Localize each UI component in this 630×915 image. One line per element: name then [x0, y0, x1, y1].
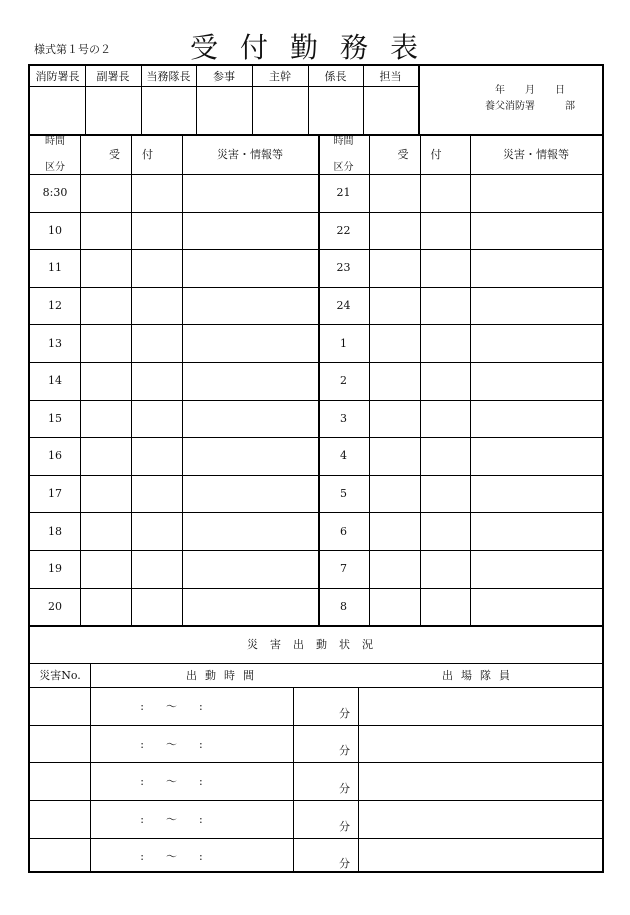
log-entry-cell[interactable]: [420, 512, 470, 550]
log-entry-cell[interactable]: [470, 588, 602, 626]
log-entry-cell[interactable]: [420, 287, 470, 325]
members-cell[interactable]: [358, 800, 602, 838]
log-entry-cell[interactable]: [80, 588, 131, 626]
log-entry-cell[interactable]: [182, 400, 318, 438]
dispatch-section-title: 災害出動状況: [247, 638, 385, 652]
log-entry-cell[interactable]: [369, 249, 420, 287]
left-reception-header: 受 付: [109, 148, 153, 161]
time-slot-left: 14: [48, 374, 62, 388]
log-entry-cell[interactable]: [131, 362, 182, 400]
time-slot-right: 1: [340, 336, 347, 350]
time-slot-right: 6: [340, 524, 347, 538]
log-entry-cell[interactable]: [420, 324, 470, 362]
log-entry-cell[interactable]: [131, 400, 182, 438]
duty-form: [28, 64, 604, 873]
log-entry-cell[interactable]: [80, 362, 131, 400]
time-slot-right: 22: [336, 223, 351, 237]
time-slot-right: 8: [340, 599, 347, 613]
log-entry-cell[interactable]: [470, 437, 602, 475]
log-entry-cell[interactable]: [131, 249, 182, 287]
time-slot-left: 12: [48, 299, 62, 313]
page-title: 受付勤務表: [190, 31, 441, 64]
log-entry-cell[interactable]: [131, 588, 182, 626]
division-label: 区分: [45, 161, 65, 173]
time-slot-left: 8:30: [42, 186, 68, 200]
disaster-no-cell[interactable]: [30, 725, 90, 763]
log-entry-cell[interactable]: [470, 400, 602, 438]
log-entry-cell[interactable]: [80, 249, 131, 287]
approval-stamp-box[interactable]: [30, 86, 85, 134]
time-slot-right: 2: [340, 374, 347, 388]
dispatch-time-cell[interactable]: : 〜 :: [140, 850, 203, 864]
left-time-header: [30, 134, 80, 174]
log-entry-cell[interactable]: [470, 512, 602, 550]
approval-role-label: 担当: [379, 70, 402, 83]
approval-stamp-box[interactable]: [252, 86, 308, 134]
log-entry-cell[interactable]: [131, 512, 182, 550]
log-entry-cell[interactable]: [420, 550, 470, 588]
log-entry-cell[interactable]: [420, 588, 470, 626]
log-entry-cell[interactable]: [420, 212, 470, 250]
log-entry-cell[interactable]: [470, 249, 602, 287]
station-label[interactable]: 養父消防署 部: [485, 100, 575, 112]
disaster-no-cell[interactable]: [30, 800, 90, 838]
time-label: 時間: [45, 135, 65, 147]
members-header: 出場隊員: [442, 669, 518, 683]
log-entry-cell[interactable]: [182, 174, 318, 212]
time-slot-left: 10: [48, 223, 62, 237]
time-slot-left: 19: [48, 562, 62, 576]
log-entry-cell[interactable]: [369, 400, 420, 438]
log-entry-cell[interactable]: [420, 249, 470, 287]
disaster-no-cell[interactable]: [30, 687, 90, 725]
log-entry-cell[interactable]: [131, 550, 182, 588]
date-label[interactable]: 年 月 日: [495, 84, 565, 96]
form-number: 様式第１号の２: [34, 43, 111, 56]
disaster-no-header: 災害No.: [39, 669, 81, 683]
time-slot-left: 20: [48, 599, 62, 613]
approval-role-label: 参事: [213, 70, 235, 83]
log-entry-cell[interactable]: [420, 362, 470, 400]
left-disaster-info-header: 災害・情報等: [217, 148, 283, 161]
log-entry-cell[interactable]: [369, 287, 420, 325]
log-entry-cell[interactable]: [470, 324, 602, 362]
log-entry-cell[interactable]: [182, 362, 318, 400]
log-entry-cell[interactable]: [182, 324, 318, 362]
log-entry-cell[interactable]: [131, 324, 182, 362]
right-disaster-info-header: 災害・情報等: [503, 148, 569, 161]
members-cell[interactable]: [358, 762, 602, 800]
disaster-no-cell[interactable]: [30, 762, 90, 800]
log-entry-cell[interactable]: [80, 400, 131, 438]
log-entry-cell[interactable]: [182, 550, 318, 588]
right-time-header: [318, 134, 369, 174]
approval-stamp-box[interactable]: [308, 86, 363, 134]
minutes-unit: 分: [339, 819, 350, 833]
approval-role-label: 消防署長: [35, 70, 80, 83]
time-slot-right: 21: [336, 186, 351, 200]
approval-stamp-box[interactable]: [196, 86, 252, 134]
dispatch-time-cell[interactable]: : 〜 :: [140, 812, 203, 826]
time-slot-right: 4: [340, 449, 347, 463]
log-entry-cell[interactable]: [369, 212, 420, 250]
log-entry-cell[interactable]: [420, 174, 470, 212]
log-entry-cell[interactable]: [80, 437, 131, 475]
log-entry-cell[interactable]: [470, 174, 602, 212]
log-entry-cell[interactable]: [470, 475, 602, 513]
log-entry-cell[interactable]: [182, 437, 318, 475]
time-slot-left: 13: [48, 336, 62, 350]
approval-role-label: 係長: [324, 70, 347, 83]
log-entry-cell[interactable]: [470, 212, 602, 250]
log-entry-cell[interactable]: [80, 324, 131, 362]
time-slot-right: 24: [336, 299, 351, 313]
log-entry-cell[interactable]: [369, 324, 420, 362]
dispatch-time-cell[interactable]: : 〜 :: [140, 737, 203, 751]
members-cell[interactable]: [358, 838, 602, 876]
log-entry-cell[interactable]: [80, 287, 131, 325]
log-entry-cell[interactable]: [131, 287, 182, 325]
log-entry-cell[interactable]: [369, 475, 420, 513]
log-entry-cell[interactable]: [80, 550, 131, 588]
log-entry-cell[interactable]: [420, 475, 470, 513]
approval-stamp-box[interactable]: [85, 86, 141, 134]
time-slot-right: 23: [336, 261, 351, 275]
log-entry-cell[interactable]: [182, 512, 318, 550]
time-slot-left: 17: [48, 487, 62, 501]
log-entry-cell[interactable]: [80, 212, 131, 250]
time-slot-left: 15: [48, 411, 62, 425]
log-entry-cell[interactable]: [182, 287, 318, 325]
log-entry-cell[interactable]: [131, 174, 182, 212]
log-entry-cell[interactable]: [131, 475, 182, 513]
minutes-unit: 分: [339, 781, 350, 795]
approval-stamp-box[interactable]: [363, 86, 418, 134]
time-slot-left: 18: [48, 524, 62, 538]
log-entry-cell[interactable]: [470, 550, 602, 588]
time-label: 時間: [333, 135, 354, 147]
dispatch-time-cell[interactable]: : 〜 :: [140, 775, 203, 789]
members-cell[interactable]: [358, 725, 602, 763]
time-slot-right: 5: [340, 487, 347, 501]
log-entry-cell[interactable]: [369, 512, 420, 550]
log-entry-cell[interactable]: [369, 437, 420, 475]
log-entry-cell[interactable]: [369, 362, 420, 400]
time-slot-left: 11: [48, 261, 62, 275]
log-entry-cell[interactable]: [420, 400, 470, 438]
dispatch-time-header: 出動時間: [186, 669, 262, 683]
approval-role-label: 当務隊長: [146, 70, 191, 83]
log-entry-cell[interactable]: [80, 512, 131, 550]
log-entry-cell[interactable]: [182, 212, 318, 250]
log-entry-cell[interactable]: [182, 588, 318, 626]
log-entry-cell[interactable]: [131, 437, 182, 475]
log-entry-cell[interactable]: [182, 475, 318, 513]
dispatch-time-cell[interactable]: : 〜 :: [140, 699, 203, 713]
log-entry-cell[interactable]: [420, 437, 470, 475]
approval-stamp-box[interactable]: [141, 86, 196, 134]
members-cell[interactable]: [358, 687, 602, 725]
log-entry-cell[interactable]: [182, 249, 318, 287]
approval-role-label: 主幹: [269, 70, 291, 83]
log-entry-cell[interactable]: [470, 362, 602, 400]
log-entry-cell[interactable]: [80, 174, 131, 212]
time-slot-right: 3: [340, 411, 347, 425]
time-slot-right: 7: [340, 562, 347, 576]
minutes-unit: 分: [339, 706, 350, 720]
log-entry-cell[interactable]: [369, 550, 420, 588]
log-entry-cell[interactable]: [369, 588, 420, 626]
minutes-unit: 分: [339, 744, 350, 758]
division-label: 区分: [333, 161, 354, 173]
log-entry-cell[interactable]: [470, 287, 602, 325]
minutes-unit: 分: [339, 857, 350, 871]
rule-line: [418, 66, 420, 134]
right-reception-header: 受 付: [397, 148, 442, 161]
time-slot-left: 16: [48, 449, 62, 463]
log-entry-cell[interactable]: [80, 475, 131, 513]
approval-role-label: 副署長: [96, 70, 130, 83]
log-entry-cell[interactable]: [369, 174, 420, 212]
disaster-no-cell[interactable]: [30, 838, 90, 876]
log-entry-cell[interactable]: [131, 212, 182, 250]
